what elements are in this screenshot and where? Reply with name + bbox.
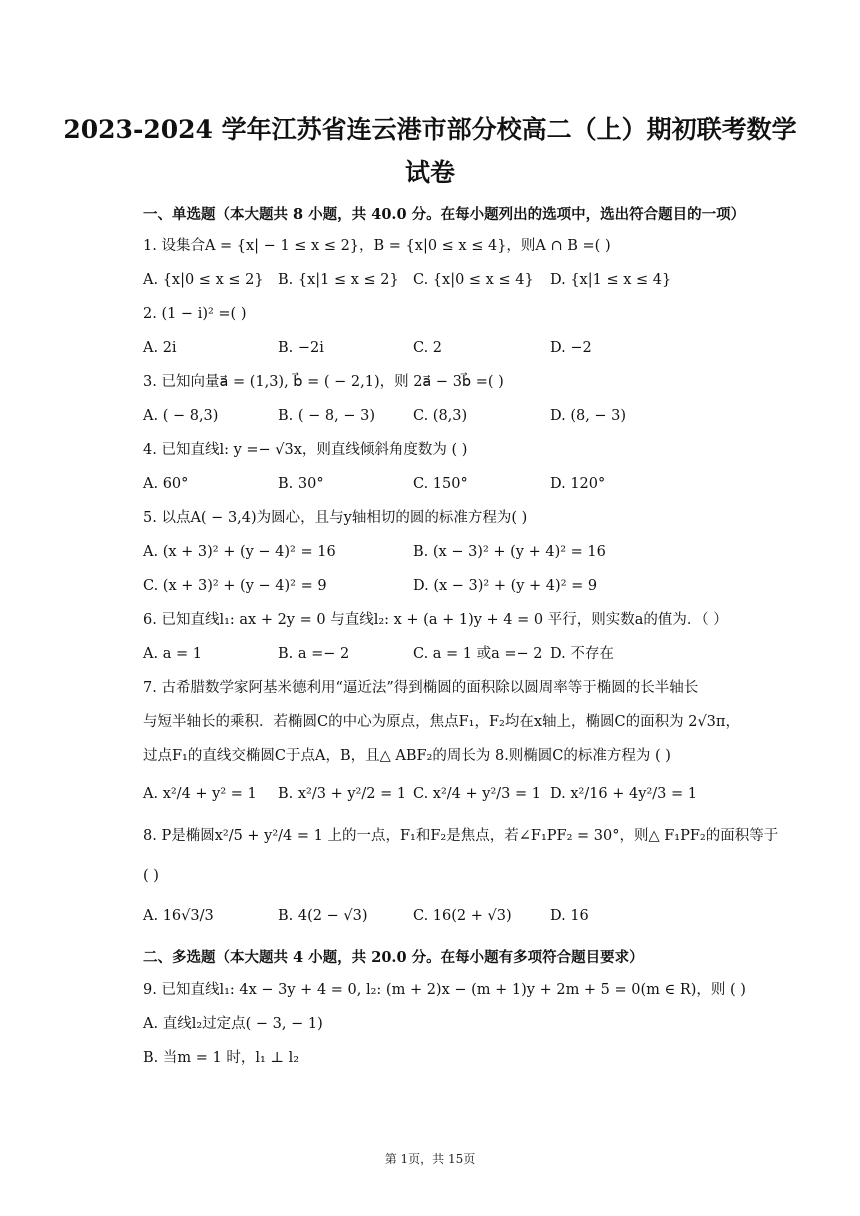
question-7-option-d: D. x²/16 + 4y²/3 = 1: [550, 786, 697, 802]
question-2-option-a: A. 2i: [143, 340, 177, 356]
question-3-stem: 3. 已知向量a⃗ = (1,3), b⃗ = ( − 2,1)，则 2a⃗ − 3b⃗ =( ): [143, 374, 504, 390]
question-8-option-a: A. 16√3/3: [143, 908, 214, 924]
question-8-option-c: C. 16(2 + √3): [413, 908, 512, 924]
question-6-stem: 6. 已知直线l₁: ax + 2y = 0 与直线l₂: x + (a + 1)y + 4 = 0 平行，则实数a的值为．（ ）: [143, 612, 728, 628]
question-7-option-c: C. x²/4 + y²/3 = 1: [413, 786, 541, 802]
question-7-option-b: B. x²/3 + y²/2 = 1: [278, 786, 407, 802]
question-9-option-a: A. 直线l₂过定点( − 3, − 1): [143, 1016, 323, 1032]
question-6-option-d: D. 不存在: [550, 646, 614, 662]
question-5-option-d: D. (x − 3)² + (y + 4)² = 9: [413, 578, 598, 594]
question-6-option-a: A. a = 1: [143, 646, 202, 662]
question-4-stem: 4. 已知直线l: y =− √3x，则直线倾斜角度数为 ( ): [143, 442, 468, 458]
question-5-option-c: C. (x + 3)² + (y − 4)² = 9: [143, 578, 327, 594]
question-3-option-b: B. ( − 8, − 3): [278, 408, 375, 424]
question-1-stem: 1. 设集合A = {x| − 1 ≤ x ≤ 2}，B = {x|0 ≤ x ≤ 4}，则A ∩ B =( ): [143, 238, 611, 254]
question-6-option-c: C. a = 1 或a =− 2: [413, 646, 543, 662]
question-4-option-c: C. 150°: [413, 476, 468, 492]
question-5-stem: 5. 以点A( − 3,4)为圆心，且与y轴相切的圆的标准方程为( ): [143, 510, 528, 526]
question-5-option-a: A. (x + 3)² + (y − 4)² = 16: [143, 544, 336, 560]
question-7-stem-line2: 与短半轴长的乘积．若椭圆C的中心为原点，焦点F₁，F₂均在x轴上，椭圆C的面积为 2√3π，: [143, 714, 740, 730]
question-1-option-b: B. {x|1 ≤ x ≤ 2}: [278, 272, 399, 288]
section-heading-multiple-choice: 二、多选题（本大题共 4 小题，共 20.0 分。在每小题有多项符合题目要求）: [143, 949, 644, 966]
page-footer: 第 1页，共 15页: [384, 1152, 476, 1166]
question-9-option-b: B. 当m = 1 时，l₁ ⊥ l₂: [143, 1050, 300, 1066]
question-4-option-d: D. 120°: [550, 476, 606, 492]
question-7-stem-line3: 过点F₁的直线交椭圆C于点A，B，且△ ABF₂的周长为 8.则椭圆C的标准方程为 ( ): [143, 748, 671, 764]
question-4-option-b: B. 30°: [278, 476, 324, 492]
question-8-stem-line1: 8. P是椭圆x²/5 + y²/4 = 1 上的一点，F₁和F₂是焦点，若∠F₁PF₂ = 30°，则△ F₁PF₂的面积等于: [143, 828, 779, 844]
exam-title-line1: 2023-2024 学年江苏省连云港市部分校高二（上）期初联考数学: [63, 115, 797, 144]
question-2-option-d: D. −2: [550, 340, 592, 356]
question-7-option-a: A. x²/4 + y² = 1: [143, 786, 257, 802]
question-8-option-d: D. 16: [550, 908, 589, 924]
question-1-option-d: D. {x|1 ≤ x ≤ 4}: [550, 272, 672, 288]
question-4-option-a: A. 60°: [143, 476, 189, 492]
question-1-option-c: C. {x|0 ≤ x ≤ 4}: [413, 272, 534, 288]
question-1-option-a: A. {x|0 ≤ x ≤ 2}: [143, 272, 264, 288]
question-2-option-b: B. −2i: [278, 340, 324, 356]
question-3-option-c: C. (8,3): [413, 408, 468, 424]
question-9-stem: 9. 已知直线l₁: 4x − 3y + 4 = 0, l₂: (m + 2)x − (m + 1)y + 2m + 5 = 0(m ∈ R)，则 ( ): [143, 982, 746, 998]
exam-title-line2: 试卷: [404, 158, 455, 187]
section-heading-single-choice: 一、单选题（本大题共 8 小题，共 40.0 分。在每小题列出的选项中，选出符合题目的一项）: [143, 206, 746, 223]
question-8-stem-line2: ( ): [143, 868, 159, 884]
question-8-option-b: B. 4(2 − √3): [278, 908, 368, 924]
question-5-option-b: B. (x − 3)² + (y + 4)² = 16: [413, 544, 606, 560]
question-7-stem-line1: 7. 古希腊数学家阿基米德利用“逼近法”得到椭圆的面积除以圆周率等于椭圆的长半轴长: [143, 680, 699, 696]
question-3-option-a: A. ( − 8,3): [143, 408, 219, 424]
question-3-option-d: D. (8, − 3): [550, 408, 627, 424]
question-2-stem: 2. (1 − i)² =( ): [143, 306, 247, 322]
question-6-option-b: B. a =− 2: [278, 646, 350, 662]
question-2-option-c: C. 2: [413, 340, 443, 356]
